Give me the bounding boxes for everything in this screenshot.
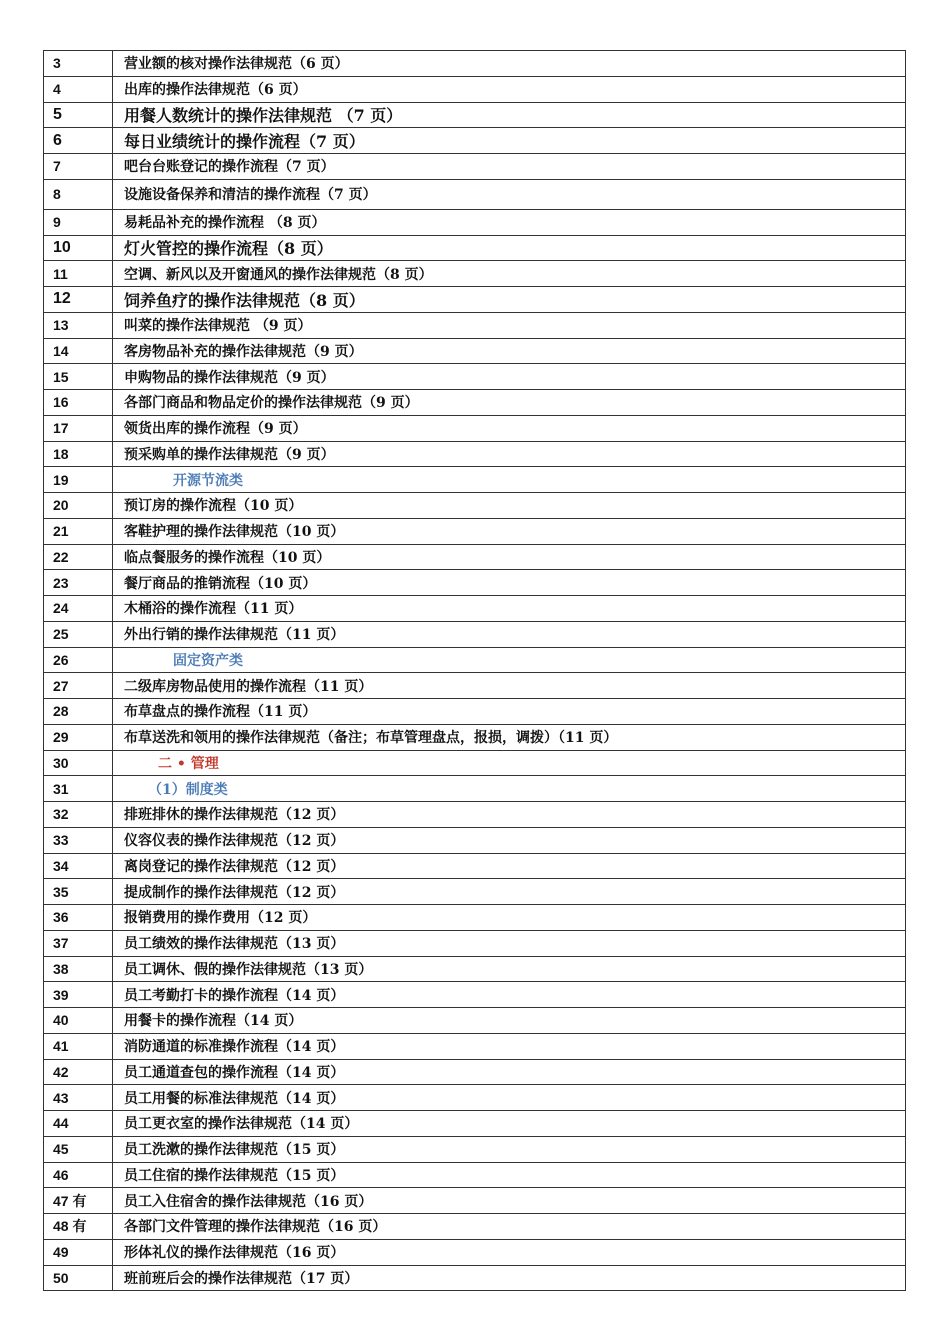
entry-title: 各部门文件管理的操作法律规范（16 页）	[113, 1214, 906, 1240]
table-row	[44, 1033, 906, 1059]
entry-title: 员工更衣室的操作法律规范（14 页）	[113, 1111, 906, 1137]
row-number: 4	[44, 76, 113, 102]
table-row	[44, 544, 906, 570]
table-row	[44, 699, 906, 725]
entry-title: 员工用餐的标准法律规范（14 页）	[113, 1085, 906, 1111]
entry-title: 临点餐服务的操作流程（10 页）	[113, 544, 906, 570]
entry-title: 消防通道的标准操作流程（14 页）	[113, 1033, 906, 1059]
table-row	[44, 905, 906, 931]
row-number: 39	[44, 982, 113, 1008]
table-row	[44, 1265, 906, 1291]
table-row	[44, 673, 906, 699]
entry-title: 二级库房物品使用的操作流程（11 页）	[113, 673, 906, 699]
entry-title: 外出行销的操作法律规范（11 页）	[113, 621, 906, 647]
table-row	[44, 570, 906, 596]
table-row	[44, 154, 906, 180]
table-row	[44, 776, 906, 802]
procedure-index-table	[43, 50, 906, 1291]
entry-title: 饲养鱼疗的操作法律规范（8 页）	[113, 287, 906, 313]
entry-title: 员工考勤打卡的操作流程（14 页）	[113, 982, 906, 1008]
row-number: 50	[44, 1265, 113, 1291]
entry-title: 提成制作的操作法律规范（12 页）	[113, 879, 906, 905]
entry-title: 营业额的核对操作法律规范（6 页）	[113, 51, 906, 77]
table-row	[44, 287, 906, 313]
row-number: 10	[44, 235, 113, 261]
table-row	[44, 724, 906, 750]
table-row	[44, 1239, 906, 1265]
table-row	[44, 827, 906, 853]
row-number: 29	[44, 724, 113, 750]
table-row	[44, 493, 906, 519]
table-row	[44, 1111, 906, 1137]
table-row	[44, 209, 906, 235]
entry-title: 班前班后会的操作法律规范（17 页）	[113, 1265, 906, 1291]
row-number: 9	[44, 209, 113, 235]
entry-title: 员工住宿的操作法律规范（15 页）	[113, 1162, 906, 1188]
entry-title: 员工调休、假的操作法律规范（13 页）	[113, 956, 906, 982]
table-row	[44, 930, 906, 956]
row-number: 49	[44, 1239, 113, 1265]
entry-title: 每日业绩统计的操作流程（7 页）	[113, 128, 906, 154]
entry-title: 排班排休的操作法律规范（12 页）	[113, 802, 906, 828]
row-number: 19	[44, 467, 113, 493]
table-row	[44, 179, 906, 209]
entry-title: 申购物品的操作法律规范（9 页）	[113, 364, 906, 390]
entry-title: 布草盘点的操作流程（11 页）	[113, 699, 906, 725]
table-row	[44, 415, 906, 441]
table-row	[44, 879, 906, 905]
row-number: 42	[44, 1059, 113, 1085]
entry-title: 员工通道查包的操作流程（14 页）	[113, 1059, 906, 1085]
row-number: 31	[44, 776, 113, 802]
row-number: 11	[44, 261, 113, 287]
entry-title: 预订房的操作流程（10 页）	[113, 493, 906, 519]
entry-title: 用餐卡的操作流程（14 页）	[113, 1008, 906, 1034]
entry-title: 易耗品补充的操作流程 （8 页）	[113, 209, 906, 235]
row-number: 7	[44, 154, 113, 180]
row-number: 6	[44, 128, 113, 154]
table-row	[44, 853, 906, 879]
table-row	[44, 596, 906, 622]
row-number: 32	[44, 802, 113, 828]
table-body	[44, 51, 906, 1291]
row-number: 43	[44, 1085, 113, 1111]
row-number: 24	[44, 596, 113, 622]
entry-title: 离岗登记的操作法律规范（12 页）	[113, 853, 906, 879]
table-row	[44, 312, 906, 338]
row-number: 5	[44, 102, 113, 128]
entry-title: 领货出库的操作流程（9 页）	[113, 415, 906, 441]
row-number: 16	[44, 390, 113, 416]
table-row	[44, 128, 906, 154]
entry-title: 客房物品补充的操作法律规范（9 页）	[113, 338, 906, 364]
table-row	[44, 235, 906, 261]
table-row	[44, 750, 906, 776]
table-row	[44, 802, 906, 828]
table-row	[44, 518, 906, 544]
row-number: 23	[44, 570, 113, 596]
section-heading: 固定资产类	[113, 647, 906, 673]
entry-title: 仪容仪表的操作法律规范（12 页）	[113, 827, 906, 853]
row-number: 34	[44, 853, 113, 879]
row-number: 30	[44, 750, 113, 776]
row-number: 20	[44, 493, 113, 519]
section-heading: 开源节流类	[113, 467, 906, 493]
table-row	[44, 1214, 906, 1240]
table-row	[44, 102, 906, 128]
row-number: 22	[44, 544, 113, 570]
row-number: 27	[44, 673, 113, 699]
row-number: 18	[44, 441, 113, 467]
row-number: 21	[44, 518, 113, 544]
entry-title: 布草送洗和领用的操作法律规范（备注；布草管理盘点，报损，调拨）（11 页）	[113, 724, 906, 750]
row-number: 26	[44, 647, 113, 673]
table-row	[44, 441, 906, 467]
row-number: 47 有	[44, 1188, 113, 1214]
row-number: 14	[44, 338, 113, 364]
table-row	[44, 647, 906, 673]
table-row	[44, 338, 906, 364]
table-row	[44, 76, 906, 102]
entry-title: 空调、新风以及开窗通风的操作法律规范（8 页）	[113, 261, 906, 287]
table-row	[44, 1136, 906, 1162]
section-heading: 二 • 管理	[113, 750, 906, 776]
entry-title: 灯火管控的操作流程（8 页）	[113, 235, 906, 261]
row-number: 44	[44, 1111, 113, 1137]
entry-title: 报销费用的操作费用（12 页）	[113, 905, 906, 931]
entry-title: 客鞋护理的操作法律规范（10 页）	[113, 518, 906, 544]
row-number: 37	[44, 930, 113, 956]
table-row	[44, 261, 906, 287]
entry-title: 用餐人数统计的操作法律规范 （7 页）	[113, 102, 906, 128]
row-number: 17	[44, 415, 113, 441]
entry-title: 预采购单的操作法律规范（9 页）	[113, 441, 906, 467]
entry-title: 员工入住宿舍的操作法律规范（16 页）	[113, 1188, 906, 1214]
table-row	[44, 1162, 906, 1188]
row-number: 8	[44, 179, 113, 209]
entry-title: 各部门商品和物品定价的操作法律规范（9 页）	[113, 390, 906, 416]
row-number: 36	[44, 905, 113, 931]
entry-title: 吧台台账登记的操作流程（7 页）	[113, 154, 906, 180]
row-number: 3	[44, 51, 113, 77]
table-row	[44, 1085, 906, 1111]
table-row	[44, 982, 906, 1008]
table-row	[44, 390, 906, 416]
row-number: 12	[44, 287, 113, 313]
entry-title: 员工绩效的操作法律规范（13 页）	[113, 930, 906, 956]
entry-title: 叫菜的操作法律规范 （9 页）	[113, 312, 906, 338]
row-number: 46	[44, 1162, 113, 1188]
table-row	[44, 364, 906, 390]
table-row	[44, 1008, 906, 1034]
table-row	[44, 956, 906, 982]
entry-title: 出库的操作法律规范（6 页）	[113, 76, 906, 102]
section-heading: （1）制度类	[113, 776, 906, 802]
entry-title: 木桶浴的操作流程（11 页）	[113, 596, 906, 622]
row-number: 33	[44, 827, 113, 853]
row-number: 28	[44, 699, 113, 725]
row-number: 38	[44, 956, 113, 982]
entry-title: 员工洗漱的操作法律规范（15 页）	[113, 1136, 906, 1162]
entry-title: 形体礼仪的操作法律规范（16 页）	[113, 1239, 906, 1265]
table-row	[44, 621, 906, 647]
row-number: 45	[44, 1136, 113, 1162]
table-row	[44, 51, 906, 77]
row-number: 40	[44, 1008, 113, 1034]
row-number: 13	[44, 312, 113, 338]
row-number: 15	[44, 364, 113, 390]
entry-title: 餐厅商品的推销流程（10 页）	[113, 570, 906, 596]
row-number: 25	[44, 621, 113, 647]
row-number: 41	[44, 1033, 113, 1059]
table-row	[44, 1059, 906, 1085]
table-row	[44, 1188, 906, 1214]
row-number: 48 有	[44, 1214, 113, 1240]
entry-title: 设施设备保养和清洁的操作流程（7 页）	[113, 179, 906, 209]
row-number: 35	[44, 879, 113, 905]
table-row	[44, 467, 906, 493]
